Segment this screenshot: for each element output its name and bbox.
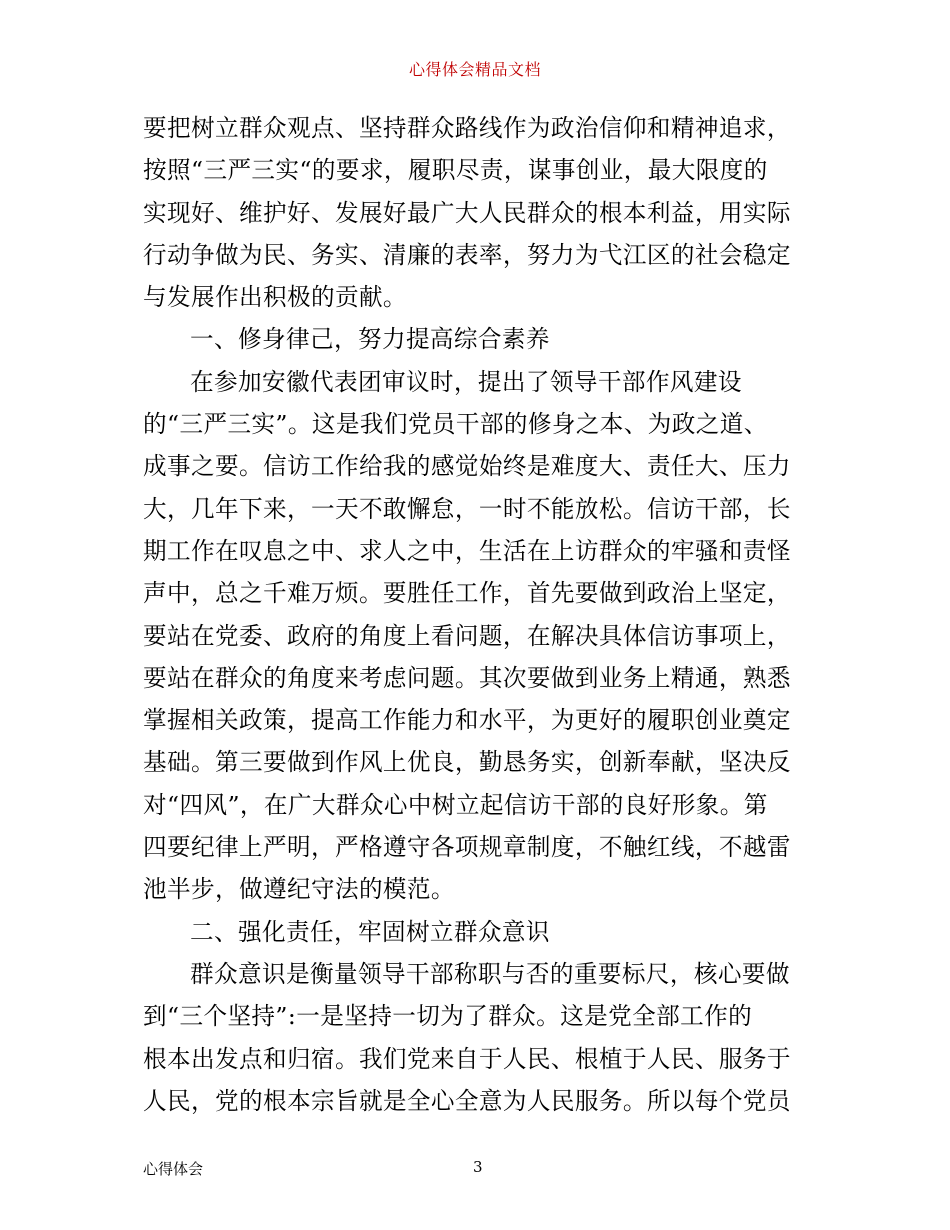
text-line: 根本出发点和归宿。我们党来自于人民、根植于人民、服务于 xyxy=(143,1044,791,1073)
text-line: 行动争做为民、务实、清廉的表率，努力为弋江区的社会稳定 xyxy=(143,240,791,269)
text-line: 人民，党的根本宗旨就是全心全意为人民服务。所以每个党员 xyxy=(143,1086,791,1115)
paragraph-start: 在参加安徽代表团审议时，提出了领导干部作风建设 xyxy=(190,367,742,396)
text-line: 实现好、维护好、发展好最广大人民群众的根本利益，用实际 xyxy=(143,198,791,227)
text-line: 大，几年下来，一天不敢懈怠，一时不能放松。信访干部，长 xyxy=(143,494,791,523)
text-line: 按照“三严三实“的要求，履职尽责，谋事创业，最大限度的 xyxy=(143,156,768,185)
text-line: 要站在群众的角度来考虑问题。其次要做到业务上精通，熟悉 xyxy=(143,663,791,692)
text-line: 的“三严三实”。这是我们党员干部的修身之本、为政之道、 xyxy=(143,410,768,439)
text-line: 成事之要。信访工作给我的感觉始终是难度大、责任大、压力 xyxy=(143,452,791,481)
section-heading-2: 二、强化责任，牢固树立群众意识 xyxy=(190,917,550,946)
text-line: 池半步，做遵纪守法的模范。 xyxy=(143,875,455,904)
page-footer xyxy=(143,1158,808,1180)
section-heading-1: 一、修身律己，努力提高综合素养 xyxy=(190,325,550,354)
page-number: 3 xyxy=(473,1158,483,1176)
text-line: 到“三个坚持”:一是坚持一切为了群众。这是党全部工作的 xyxy=(143,1002,753,1031)
text-line: 期工作在叹息之中、求人之中，生活在上访群众的牢骚和责怪 xyxy=(143,536,791,565)
text-line: 对“四风”，在广大群众心中树立起信访干部的良好形象。第 xyxy=(143,790,768,819)
text-line: 声中，总之千难万烦。要胜任工作，首先要做到政治上坚定， xyxy=(143,579,791,608)
text-line: 要把树立群众观点、坚持群众路线作为政治信仰和精神追求， xyxy=(143,114,791,142)
text-line: 掌握相关政策，提高工作能力和水平，为更好的履职创业奠定 xyxy=(143,706,791,735)
document-body xyxy=(143,107,808,1122)
footer-label: 心得体会 xyxy=(143,1160,204,1178)
text-line: 四要纪律上严明，严格遵守各项规章制度，不触红线，不越雷 xyxy=(143,833,791,862)
text-line: 与发展作出积极的贡献。 xyxy=(143,283,407,312)
text-line: 基础。第三要做到作风上优良，勤恳务实，创新奉献，坚决反 xyxy=(143,748,791,777)
text-line: 要站在党委、政府的角度上看问题，在解决具体信访事项上， xyxy=(143,621,791,650)
page-header-title: 心得体会精品文档 xyxy=(408,60,541,79)
paragraph-start: 群众意识是衡量领导干部称职与否的重要标尺，核心要做 xyxy=(190,959,790,988)
